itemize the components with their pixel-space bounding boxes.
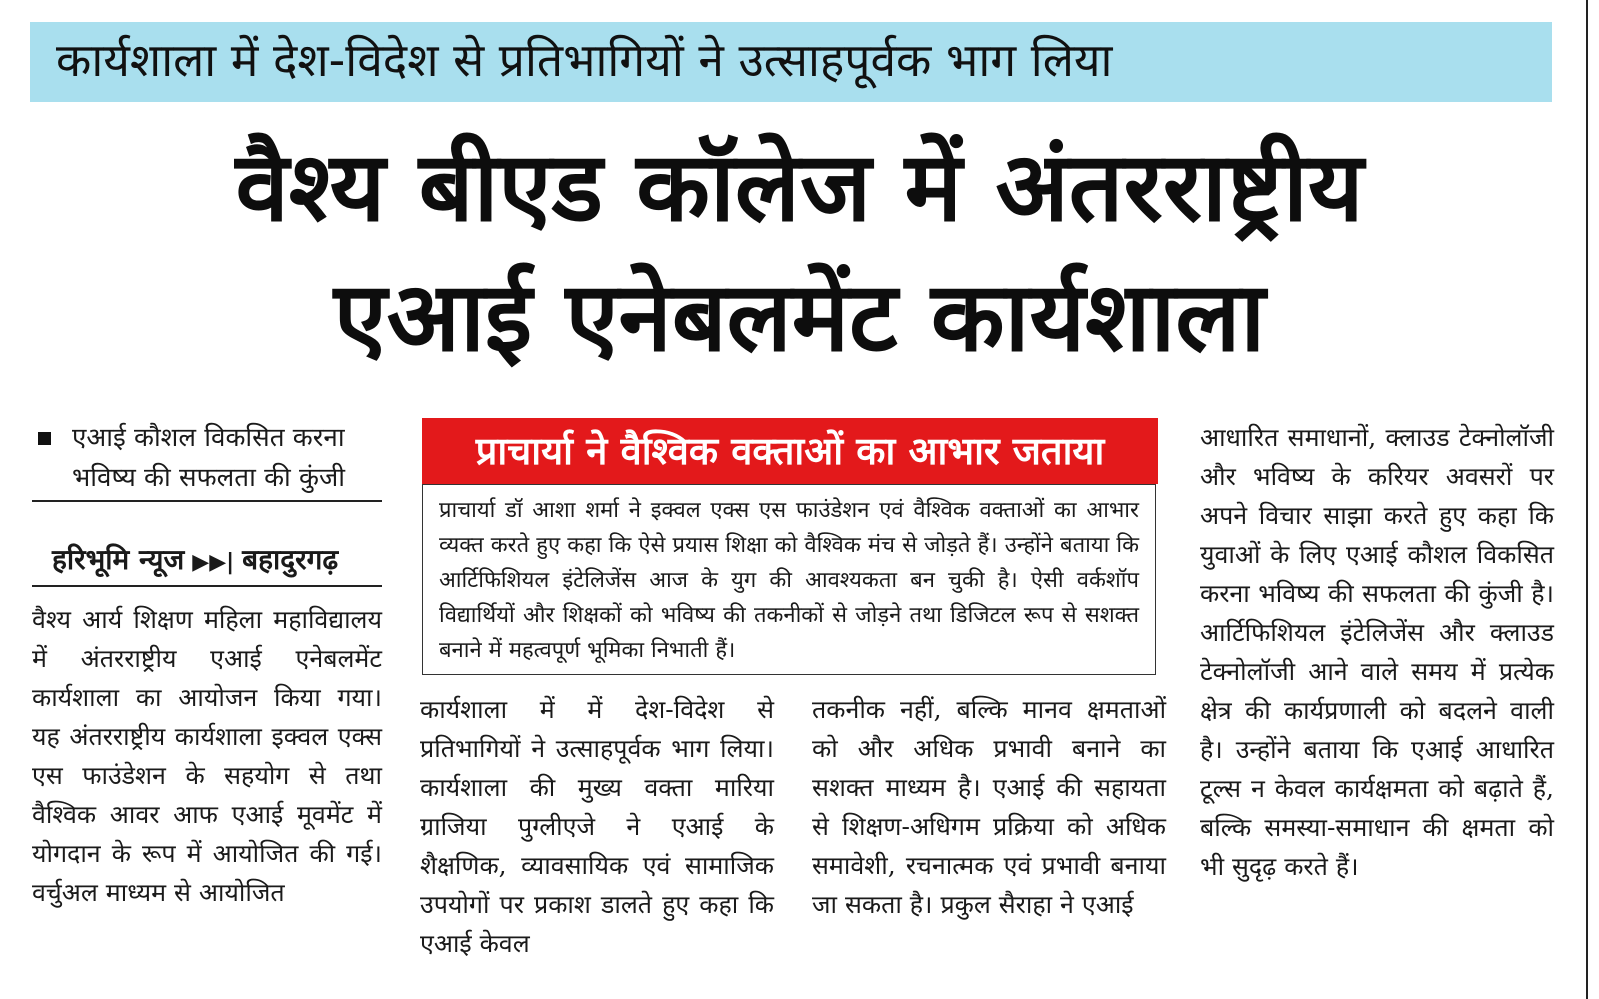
box-text: प्राचार्या डॉ आशा शर्मा ने इक्वल एक्स एस फाउंडेशन एवं वैश्विक वक्ताओं का आभार व्यक्त करते हुए कहा कि ऐसे प्रयास शिक्षा को वैश्विक मंच से जोड़ते हैं। उन्होंने बताया कि आर्टिफिशियल इंटेलिजेंस आज के युग की आवश्यकता बन चुकी है। ऐसी वर्कशॉप विद्यार्थियों और शिक्षकों को भविष्य की तकनीकों से जोड़ने तथा डिजिटल रूप से सशक्त बनाने में महत्वपूर्ण भूमिका निभाती हैं। xyxy=(439,498,1139,663)
article-column-4: आधारित समाधानों, क्लाउड टेक्नोलॉजी और भविष्य के करियर अवसरों पर अपने विचार साझा करते हुए कहा कि युवाओं के लिए एआई कौशल विकसित करना भविष्य की सफलता की कुंजी है। आर्टिफिशियल इंटेलिजेंस और क्लाउड टेक्नोलॉजी आने वाले समय में प्रत्येक क्षेत्र की कार्यप्रणाली को बदलने वाली है। उन्होंने बताया कि एआई आधारित टूल्स न केवल कार्यक्षमता को बढ़ाते हैं, बल्कि समस्या-समाधान की क्षमता को भी सुदृढ़ करते हैं। xyxy=(1200,423,1554,881)
page-edge-line xyxy=(1586,0,1588,999)
kicker-text: कार्यशाला में देश-विदेश से प्रतिभागियों ने उत्साहपूर्वक भाग लिया xyxy=(56,33,1113,87)
article-column-2: कार्यशाला में में देश-विदेश से प्रतिभागियों ने उत्साहपूर्वक भाग लिया। कार्यशाला की मुख्य वक्ता मारिया ग्राजिया पुग्लीएजे ने एआई के शैक्षणिक, व्यावसायिक एवं सामाजिक उपयोगों पर प्रकाश डालते हुए कहा कि एआई केवल xyxy=(420,695,774,958)
dateline-source: हरिभूमि न्यूज xyxy=(52,543,185,576)
headline-line-1: वैश्य बीएड कॉलेज में अंतरराष्ट्रीय xyxy=(235,131,1364,243)
square-bullet-icon xyxy=(38,432,51,445)
article-column-3: तकनीक नहीं, बल्कि मानव क्षमताओं को और अधिक प्रभावी बनाने का सशक्त माध्यम है। एआई की सहायता से शिक्षण-अधिगम प्रक्रिया को अधिक समावेशी, रचनात्मक एवं प्रभावी बनाया जा सकता है। प्रकुल सैराहा ने एआई xyxy=(812,695,1166,919)
divider-top xyxy=(32,500,382,502)
divider-bottom xyxy=(32,585,382,587)
highlight-bullet-point xyxy=(32,418,382,498)
forward-arrow-icon: ▶▶| xyxy=(192,550,235,575)
kicker-banner xyxy=(30,22,1552,102)
box-heading: प्राचार्या ने वैश्विक वक्ताओं का आभार जताया xyxy=(422,418,1158,484)
highlight-text: एआई कौशल विकसित करना भविष्य की सफलता की कुंजी xyxy=(72,423,346,493)
article-column-1: वैश्य आर्य शिक्षण महिला महाविद्यालय में अंतरराष्ट्रीय एआई एनेबलमेंट कार्यशाला का आयोजन किया गया। यह अंतरराष्ट्रीय कार्यशाला इक्वल एक्स एस फाउंडेशन के सहयोग से तथा वैश्विक आवर आफ एआई मूवमेंट में योगदान के रूप में आयोजित की गई। वर्चुअल माध्यम से आयोजित xyxy=(32,605,382,907)
quote-box xyxy=(422,484,1156,675)
dateline-place: बहादुरगढ़ xyxy=(242,543,339,576)
headline-line-2: एआई एनेबलमेंट कार्यशाला xyxy=(333,261,1266,373)
dateline xyxy=(52,540,338,583)
